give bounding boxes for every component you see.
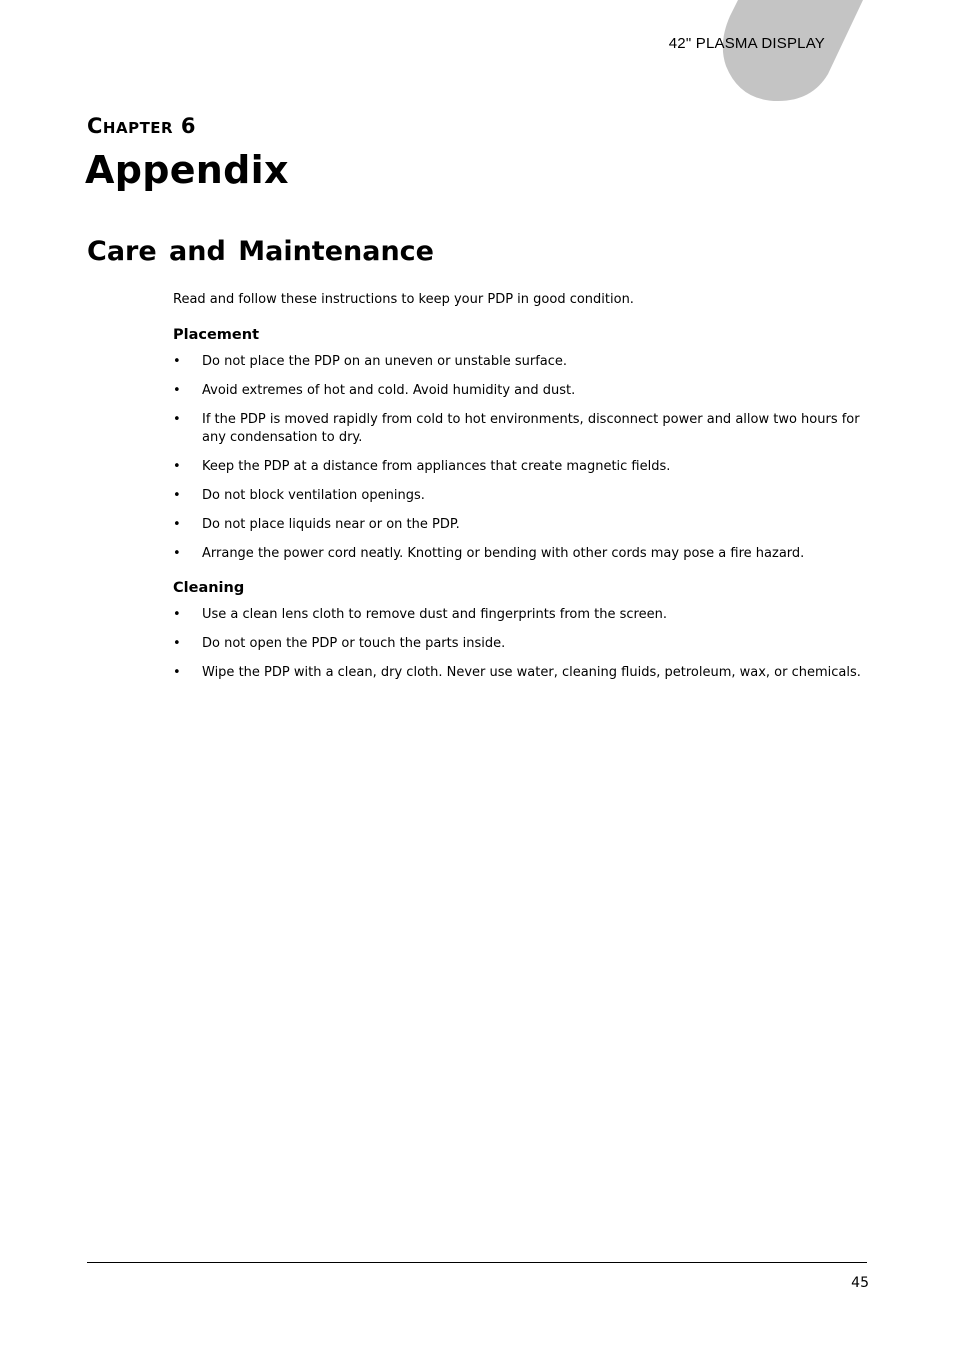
list-item xyxy=(173,664,863,682)
list-item-text: Do not open the PDP or touch the parts inside. xyxy=(202,636,506,651)
corner-tab-decoration xyxy=(0,0,954,110)
running-header-title: 42" PLASMA DISPLAY xyxy=(668,35,825,52)
list-item-text: Wipe the PDP with a clean, dry cloth. Never use water, cleaning fluids, petroleum, wax, or chemicals. xyxy=(202,665,861,680)
list-item-text: Avoid extremes of hot and cold. Avoid humidity and dust. xyxy=(202,383,576,398)
list-item xyxy=(173,411,863,447)
placement-heading: Placement xyxy=(173,327,260,343)
list-item xyxy=(173,382,863,400)
bullet-icon: • xyxy=(173,383,181,398)
list-item-text: Do not block ventilation openings. xyxy=(202,488,425,503)
list-item-text: Arrange the power cord neatly. Knotting or bending with other cords may pose a fire hazard. xyxy=(202,546,805,561)
section-body xyxy=(173,291,863,693)
bullet-icon: • xyxy=(173,665,181,680)
list-item xyxy=(173,353,863,371)
list-item-text: If the PDP is moved rapidly from cold to hot environments, disconnect power and allow two hours for any condensation to dry. xyxy=(202,412,860,445)
list-item-text: Do not place liquids near or on the PDP. xyxy=(202,517,460,532)
section-intro: Read and follow these instructions to keep your PDP in good condition. xyxy=(173,292,634,307)
list-item xyxy=(173,606,863,624)
cleaning-list xyxy=(173,606,863,682)
bullet-icon: • xyxy=(173,354,181,369)
cleaning-heading: Cleaning xyxy=(173,580,245,596)
list-item-text: Do not place the PDP on an uneven or unstable surface. xyxy=(202,354,568,369)
list-item xyxy=(173,458,863,476)
page-number: 45 xyxy=(851,1275,869,1291)
bullet-icon: • xyxy=(173,412,181,427)
section-title: Care and Maintenance xyxy=(87,236,434,267)
bullet-icon: • xyxy=(173,546,181,561)
list-item-text: Use a clean lens cloth to remove dust and fingerprints from the screen. xyxy=(202,607,667,622)
list-item xyxy=(173,516,863,534)
chapter-title: Appendix xyxy=(85,148,289,192)
chapter-label: Chapter 6 xyxy=(87,114,197,138)
list-item xyxy=(173,635,863,653)
list-item xyxy=(173,545,863,563)
bullet-icon: • xyxy=(173,636,181,651)
list-item-text: Keep the PDP at a distance from appliances that create magnetic fields. xyxy=(202,459,671,474)
footer-rule xyxy=(87,1262,867,1263)
bullet-icon: • xyxy=(173,488,181,503)
placement-list xyxy=(173,353,863,563)
bullet-icon: • xyxy=(173,607,181,622)
list-item xyxy=(173,487,863,505)
bullet-icon: • xyxy=(173,459,181,474)
bullet-icon: • xyxy=(173,517,181,532)
